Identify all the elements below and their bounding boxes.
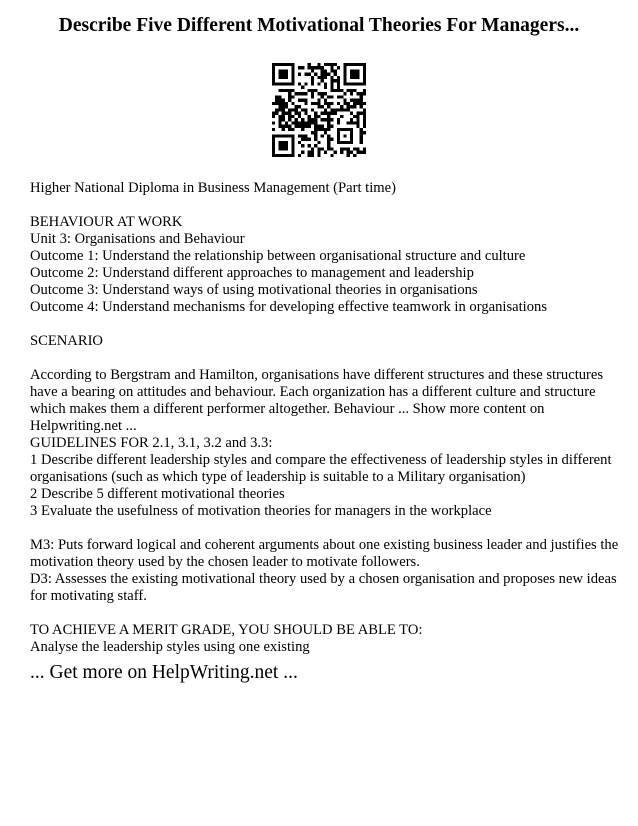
document-title: Describe Five Different Motivational Theories For Managers... [58, 15, 580, 36]
criteria-line: D3: Assesses the existing motivational theory used by a chosen organisation and proposes new ideas [30, 571, 617, 587]
unit-line: Unit 3: Organisations and Behaviour [30, 231, 245, 247]
criteria-line: M3: Puts forward logical and coherent arguments about one existing business leader and justifies the [30, 537, 619, 553]
qr-code-graphic [272, 63, 366, 157]
scenario-line: which makes them a different performer altogether. Behaviour ... Show more content on [30, 401, 545, 417]
guidelines-heading: GUIDELINES FOR 2.1, 3.1, 3.2 and 3.3: [30, 435, 273, 451]
scenario-heading: SCENARIO [30, 333, 103, 349]
course-line: Higher National Diploma in Business Management (Part time) [30, 180, 396, 196]
get-more-link[interactable]: ... Get more on HelpWriting.net ... [30, 662, 298, 683]
outcome-line: Outcome 2: Understand different approaches to management and leadership [30, 265, 474, 281]
scenario-line: Helpwriting.net ... [30, 418, 137, 434]
criteria-line: motivation theory used by the chosen leader to motivate followers. [30, 554, 420, 570]
merit-heading: TO ACHIEVE A MERIT GRADE, YOU SHOULD BE ABLE TO: [30, 622, 423, 638]
guideline-line: organisations (such as which type of leadership is suitable to a Military organisation) [30, 469, 526, 485]
outcome-line: Outcome 1: Understand the relationship between organisational structure and culture [30, 248, 526, 264]
document-body [30, 180, 619, 656]
outcome-line: Outcome 3: Understand ways of using motivational theories in organisations [30, 282, 478, 298]
unit-line: BEHAVIOUR AT WORK [30, 214, 183, 230]
guideline-line: 2 Describe 5 different motivational theories [30, 486, 285, 502]
merit-line: Analyse the leadership styles using one existing [30, 639, 310, 655]
scenario-line: According to Bergstram and Hamilton, organisations have different structures and these structures [30, 367, 604, 383]
scenario-line: have a bearing on attitudes and behaviour. Each organization has a different culture and structure [30, 384, 596, 400]
qr-code-icon [272, 63, 366, 157]
guideline-line: 1 Describe different leadership styles and compare the effectiveness of leadership styles in different [30, 452, 612, 468]
guideline-line: 3 Evaluate the usefulness of motivation theories for managers in the workplace [30, 503, 492, 519]
outcome-line: Outcome 4: Understand mechanisms for developing effective teamwork in organisations [30, 299, 547, 315]
criteria-line: for motivating staff. [30, 588, 147, 604]
